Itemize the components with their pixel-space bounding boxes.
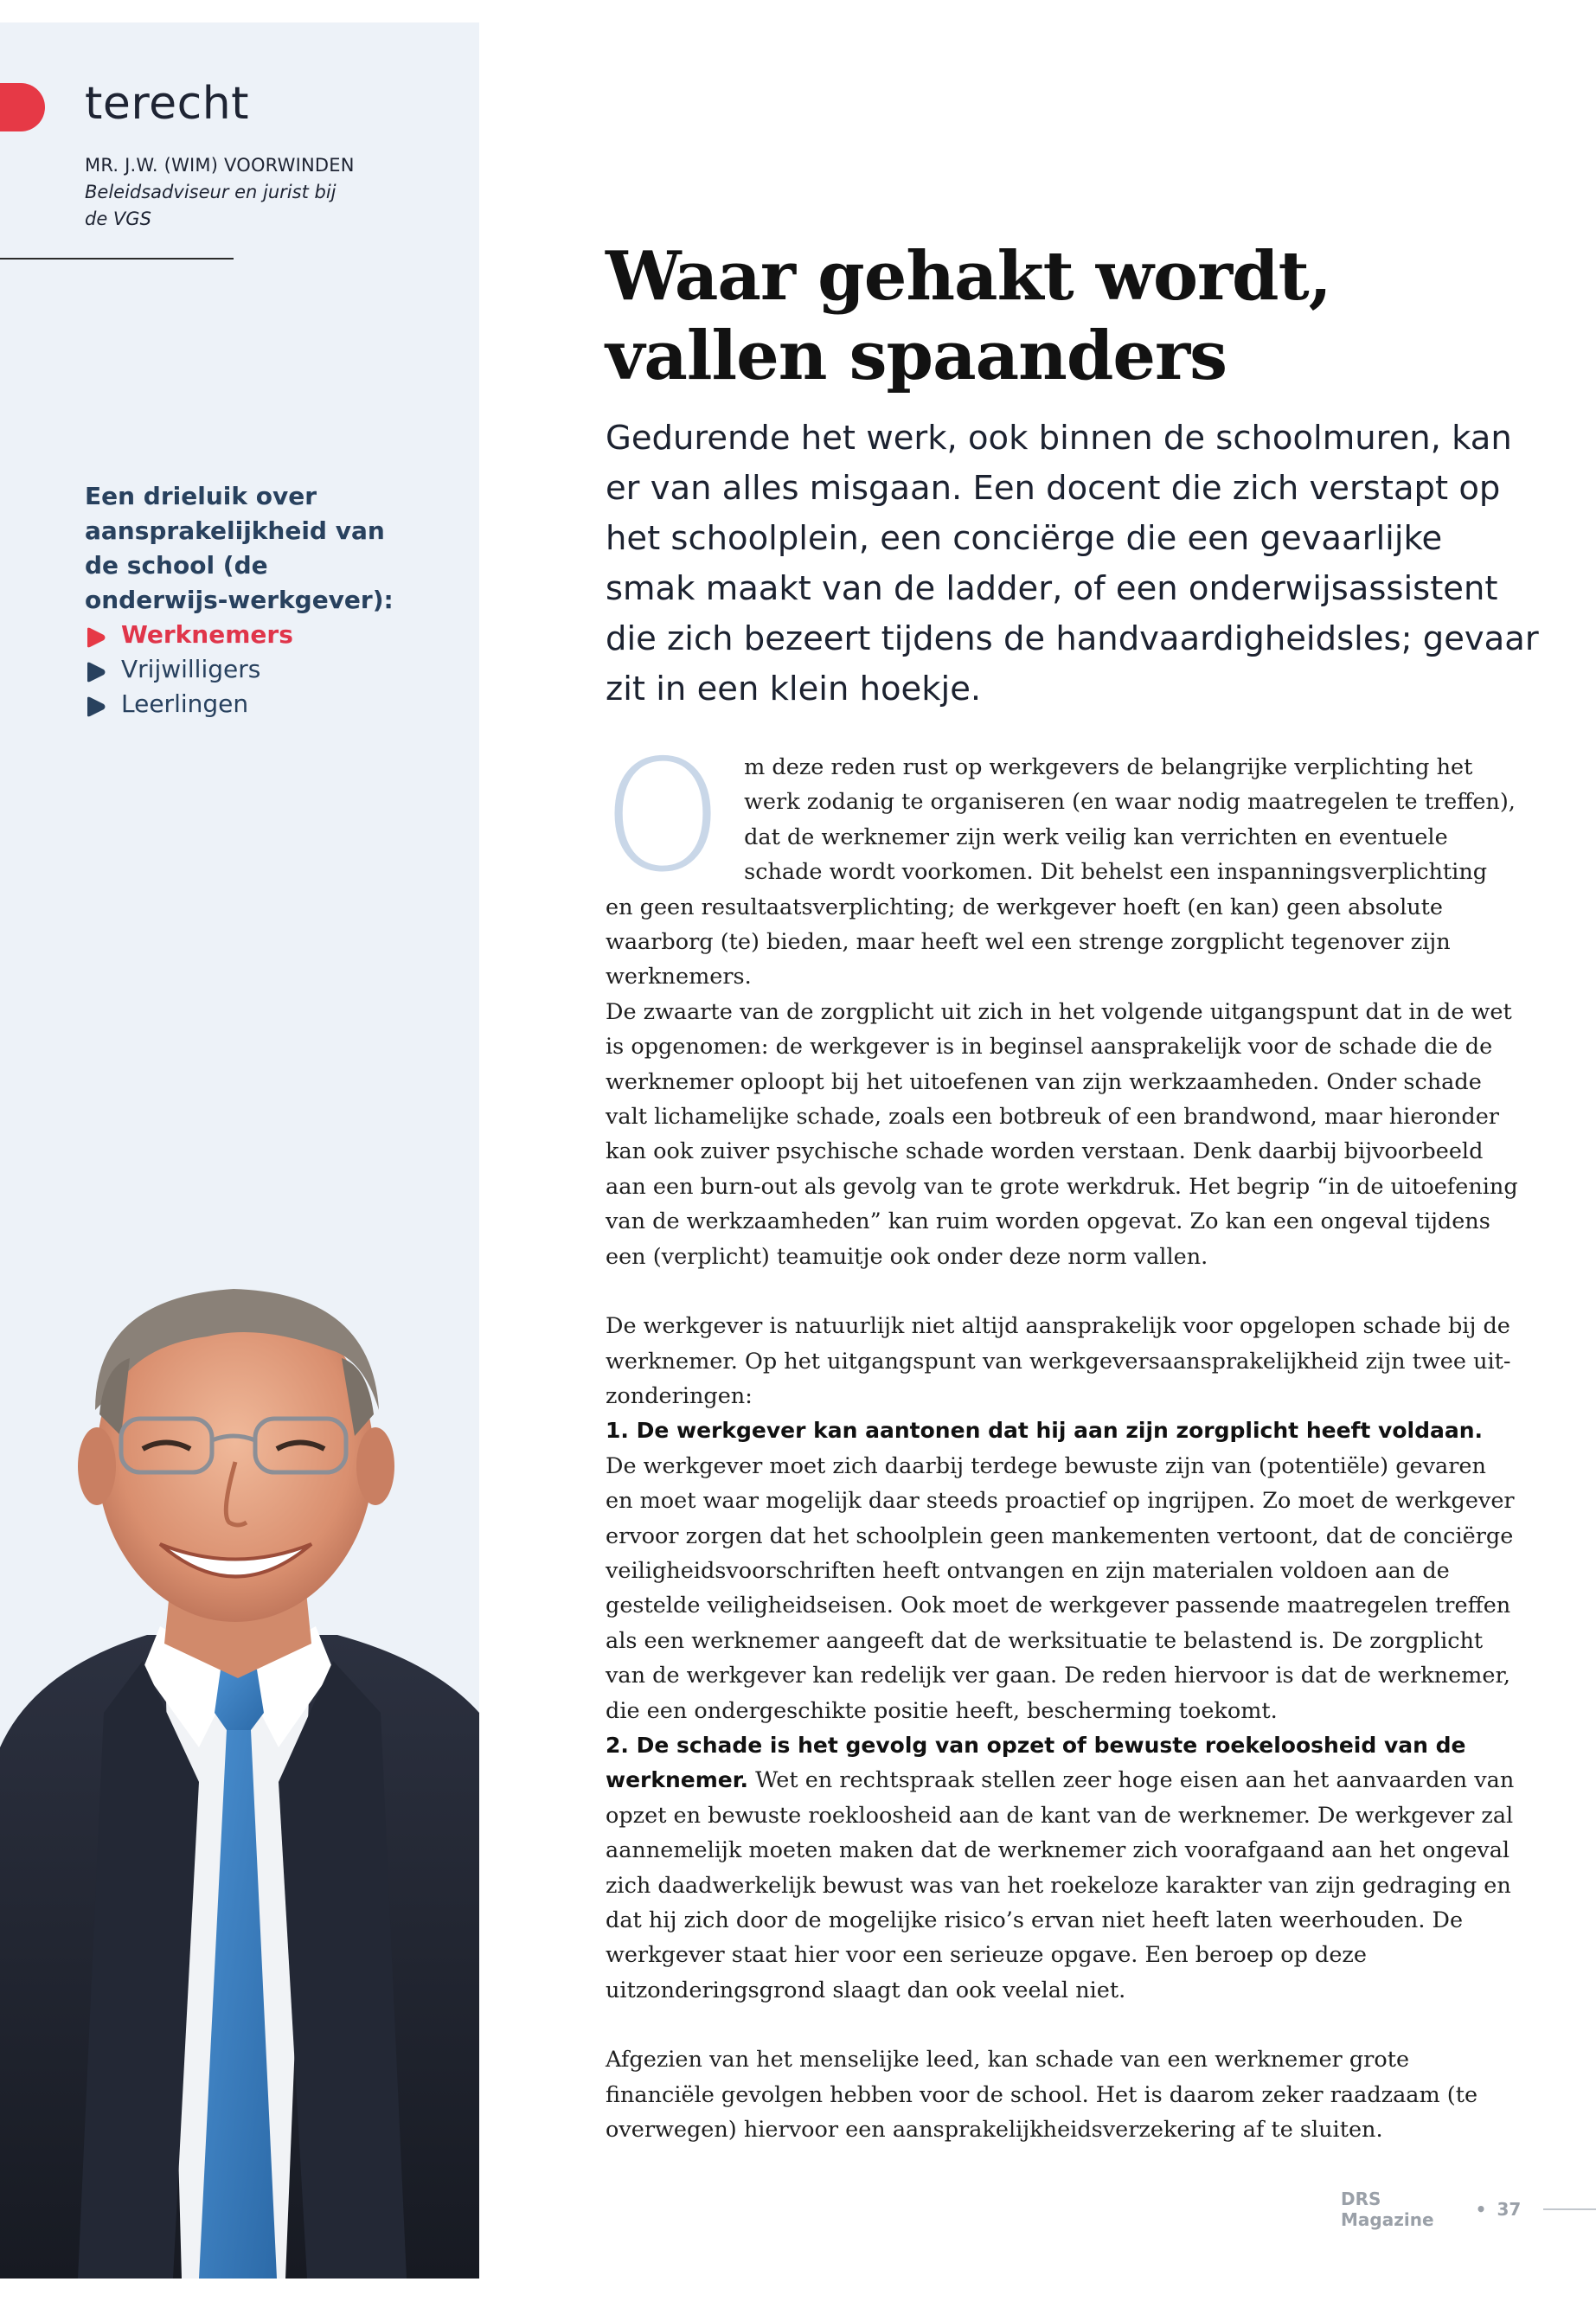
series-item-label: Werknemers (121, 620, 293, 649)
paragraph-3: De werkgever is natuurlijk niet altijd aansprakelijk voor opgelopen schade bij de werknemer. Op het uitgangspunt van werkgeversaansprakelijkheid zijn twee uitzonderingen: (606, 1313, 1511, 1409)
paragraph-1-text: m deze reden rust op werkgevers de belangrijke verplichting het werk zodanig te organiseren (en waar nodig maatregelen te treffen), dat de werknemer zijn werk veilig kan verrichten en eventuele schade wordt voorkomen. Dit behelst een inspanningsverplichting en geen resultaatsverplichting; de werkgever hoeft (en kan) geen absolute waarborg (te) bieden, maar heeft wel een strenge zorgplicht tegenover zijn werknemers. (606, 754, 1516, 990)
magazine-name: DRS Magazine (1341, 2189, 1434, 2230)
author-role: Beleidsadviseur en jurist bij de VGS (85, 182, 337, 229)
exception-1-text: De werkgever moet zich daarbij terdege bewuste zijn van (potentiële) gevaren en moet waar mogelijk daar steeds proactief op ingrijpen. Zo moet de werkgever ervoor zorgen dat het schoolplein geen mankementen vertoont, dat de conciërge veiligheidsvoorschriften heeft ontvangen en zijn materialen voldoen aan de gestelde veiligheidseisen. Ook moet de werkgever passende maatregelen treffen als een werknemer aangeeft dat de werksituatie te belastend is. De zorgplicht van de werkgever kan redelijk ver gaan. De reden hiervoor is dat de werknemer, die een ondergeschikte positie heeft, bescherming toekomt. (606, 1452, 1515, 1724)
exception-2-text: Wet en rechtspraak stellen zeer hoge eisen aan het aanvaarden van opzet en bewuste roekloosheid aan de kant van de werknemer. De werkgever zal aannemelijk moeten maken dat de werknemer zich voorafgaand aan het ongeval zich daadwerkelijk bewust was van het roekeloze karakter van zijn gedraging en dat hij zich door de mogelijke risico’s ervan niet heeft laten weerhouden. De werkgever staat hier voor een serieuze opgave. Een beroep op deze uitzonderingsgrond slaagt dan ook veelal niet. (606, 1767, 1515, 2003)
author-name: MR. J.W. (WIM) VOORWINDEN (85, 155, 355, 176)
exception-1-heading: 1. De werkgever kan aantonen dat hij aan zijn zorgplicht heeft voldaan. (606, 1418, 1484, 1444)
series-intro: Een drieluik over aansprakelijkheid van de school (de onderwijs-werkgever): (85, 482, 394, 614)
series-item-label: Vrijwilligers (121, 655, 261, 683)
author-divider (0, 258, 234, 260)
series-item-leerlingen (85, 687, 457, 721)
section-label: terecht (85, 78, 250, 130)
page-number: 37 (1497, 2199, 1522, 2220)
bullet-icon (85, 658, 107, 681)
series-list (85, 618, 457, 721)
paragraph-2: De zwaarte van de zorgplicht uit zich in het volgende uitgangspunt dat in de wet is opgenomen: de werkgever is in beginsel aansprakelijk voor de schade die de werknemer oploopt bij het uitoefenen van zijn werkzaamheden. Onder schade valt lichamelijke schade, zoals een botbreuk of een brandwond, maar hieronder kan ook zuiver psychische schade worden verstaan. Denk daarbij bijvoorbeeld aan een burn-out als gevolg van te grote werkdruk. Het begrip “in de uitoefening van de werkzaamheden” kan ruim worden opgevat. Zo kan een ongeval tijdens een (verplicht) teamuitje ook onder deze norm vallen. (606, 998, 1518, 1270)
author-portrait (0, 1263, 479, 2279)
series-item-vrijwilligers (85, 652, 457, 687)
sidebar (0, 22, 479, 2279)
exception-2-heading: 2. De schade is het gevolg van opzet of bewuste roekeloosheid van de werknemer. (606, 1732, 1466, 1793)
article-headline (606, 237, 1514, 396)
exception-2 (606, 1728, 1518, 2008)
drop-cap: O (602, 727, 724, 906)
section-tab-marker (0, 83, 45, 131)
paragraph-1 (602, 727, 1518, 995)
exception-1 (606, 1413, 1518, 1728)
article-body (602, 727, 1518, 2147)
headline-line-1: Waar gehakt wordt, (606, 237, 1331, 316)
headline-line-2: vallen spaanders (606, 317, 1227, 395)
series-item-label: Leerlingen (121, 689, 249, 718)
bullet-icon (85, 624, 107, 646)
footer-rule (1543, 2208, 1596, 2210)
author-block (85, 152, 457, 233)
article-lead: Gedurende het werk, ook binnen de schoolmuren, kan er van alles misgaan. Een docent die zich verstapt op het schoolplein, een conciërge die een gevaarlijke smak maakt van de ladder, of een onderwijsassistent die zich bezeert tijdens de handvaardigheidsles; gevaar zit in een klein hoekje. (606, 419, 1539, 708)
series-item-werknemers (85, 618, 457, 652)
footer-separator: • (1475, 2199, 1487, 2220)
page-footer (1341, 2189, 1596, 2230)
bullet-icon (85, 693, 107, 715)
paragraph-4: Afgezien van het menselijke leed, kan schade van een werknemer grote financiële gevolgen hebben voor de school. Het is daarom zeker raadzaam (te overwegen) hiervoor een aansprakelijkheidsverzekering af te sluiten. (606, 2047, 1478, 2144)
series-box (85, 455, 457, 721)
